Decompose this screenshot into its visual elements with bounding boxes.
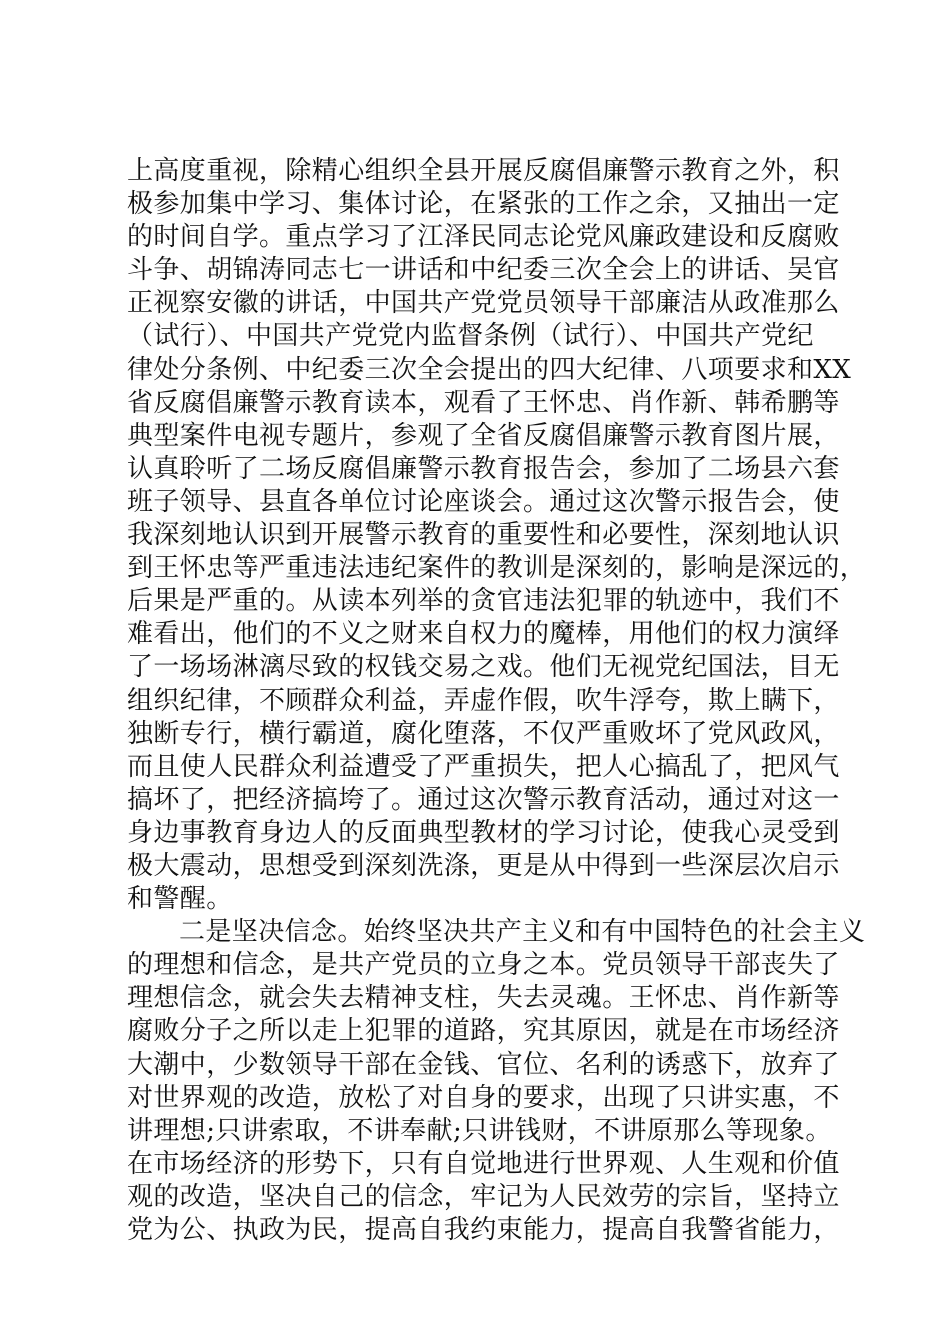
text-line: 难看出，他们的不义之财来自权力的魔棒，用他们的权力演绎 (127, 619, 840, 650)
text-line: 典型案件电视专题片，参观了全省反腐倡廉警示教育图片展， (127, 420, 840, 451)
text-line: 斗争、胡锦涛同志七一讲话和中纪委三次全会上的讲话、吴官 (127, 255, 840, 286)
text-line: 对世界观的改造，放松了对自身的要求，出现了只讲实惠，不 (127, 1082, 840, 1113)
text-line: 在市场经济的形势下，只有自觉地进行世界观、人生观和价值 (127, 1148, 840, 1179)
text-line: 我深刻地认识到开展警示教育的重要性和必要性，深刻地认识 (127, 520, 840, 551)
text-line: 极参加集中学习、集体讨论，在紧张的工作之余，又抽出一定 (127, 189, 840, 220)
text-line: 到王怀忠等严重违法违纪案件的教训是深刻的，影响是深远的， (127, 553, 867, 584)
text-line: 上高度重视，除精心组织全县开展反腐倡廉警示教育之外，积 (127, 156, 840, 186)
text-line: 省反腐倡廉警示教育读本，观看了王怀忠、肖作新、韩希鹏等 (127, 387, 840, 418)
text-line: 讲理想;只讲索取，不讲奉献;只讲钱财，不讲原那么等现象。 (127, 1115, 832, 1146)
body-text (127, 155, 867, 1247)
text-line: 班子领导、县直各单位讨论座谈会。通过这次警示报告会，使 (127, 486, 840, 517)
text-line: 的理想和信念，是共产党员的立身之本。党员领导干部丧失了 (127, 950, 840, 981)
text-line: 理想信念，就会失去精神支柱，失去灵魂。王怀忠、肖作新等 (127, 983, 840, 1014)
text-line: 搞坏了，把经济搞垮了。通过这次警示教育活动，通过对这一 (127, 784, 840, 815)
text-line: 律处分条例、中纪委三次全会提出的四大纪律、八项要求和XX (127, 354, 852, 385)
text-line: 了一场场淋漓尽致的权钱交易之戏。他们无视党纪国法，目无 (127, 652, 840, 683)
text-line: （试行）、中国共产党党内监督条例（试行）、中国共产党纪 (127, 321, 814, 352)
text-line: 组织纪律，不顾群众利益，弄虚作假，吹牛浮夸，欺上瞒下， (127, 685, 840, 716)
text-line: 腐败分子之所以走上犯罪的道路，究其原因，就是在市场经济 (127, 1016, 840, 1047)
text-line: 身边事教育身边人的反面典型教材的学习讨论，使我心灵受到 (127, 817, 840, 848)
text-line: 党为公、执政为民，提高自我约束能力，提高自我警省能力， (127, 1215, 840, 1245)
text-line: 后果是严重的。从读本列举的贪官违法犯罪的轨迹中，我们不 (127, 586, 840, 617)
text-line: 的时间自学。重点学习了江泽民同志论党风廉政建设和反腐败 (127, 222, 840, 253)
text-line: 大潮中，少数领导干部在金钱、官位、名利的诱惑下，放弃了 (127, 1049, 840, 1080)
text-line: 认真聆听了二场反腐倡廉警示教育报告会，参加了二场县六套 (127, 453, 840, 484)
paragraph-start-line: 二是坚决信念。始终坚决共产主义和有中国特色的社会主义 (179, 917, 866, 948)
text-line: 独断专行，横行霸道，腐化堕落，不仅严重败坏了党风政风， (127, 718, 840, 749)
text-line: 极大震动，思想受到深刻洗涤，更是从中得到一些深层次启示 (127, 850, 840, 881)
text-line: 观的改造，坚决自己的信念，牢记为人民效劳的宗旨，坚持立 (127, 1181, 840, 1212)
text-line: 而且使人民群众利益遭受了严重损失，把人心搞乱了，把风气 (127, 751, 840, 782)
text-line: 和警醒。 (127, 884, 233, 915)
text-line: 正视察安徽的讲话，中国共产党党员领导干部廉洁从政准那么 (127, 288, 840, 319)
